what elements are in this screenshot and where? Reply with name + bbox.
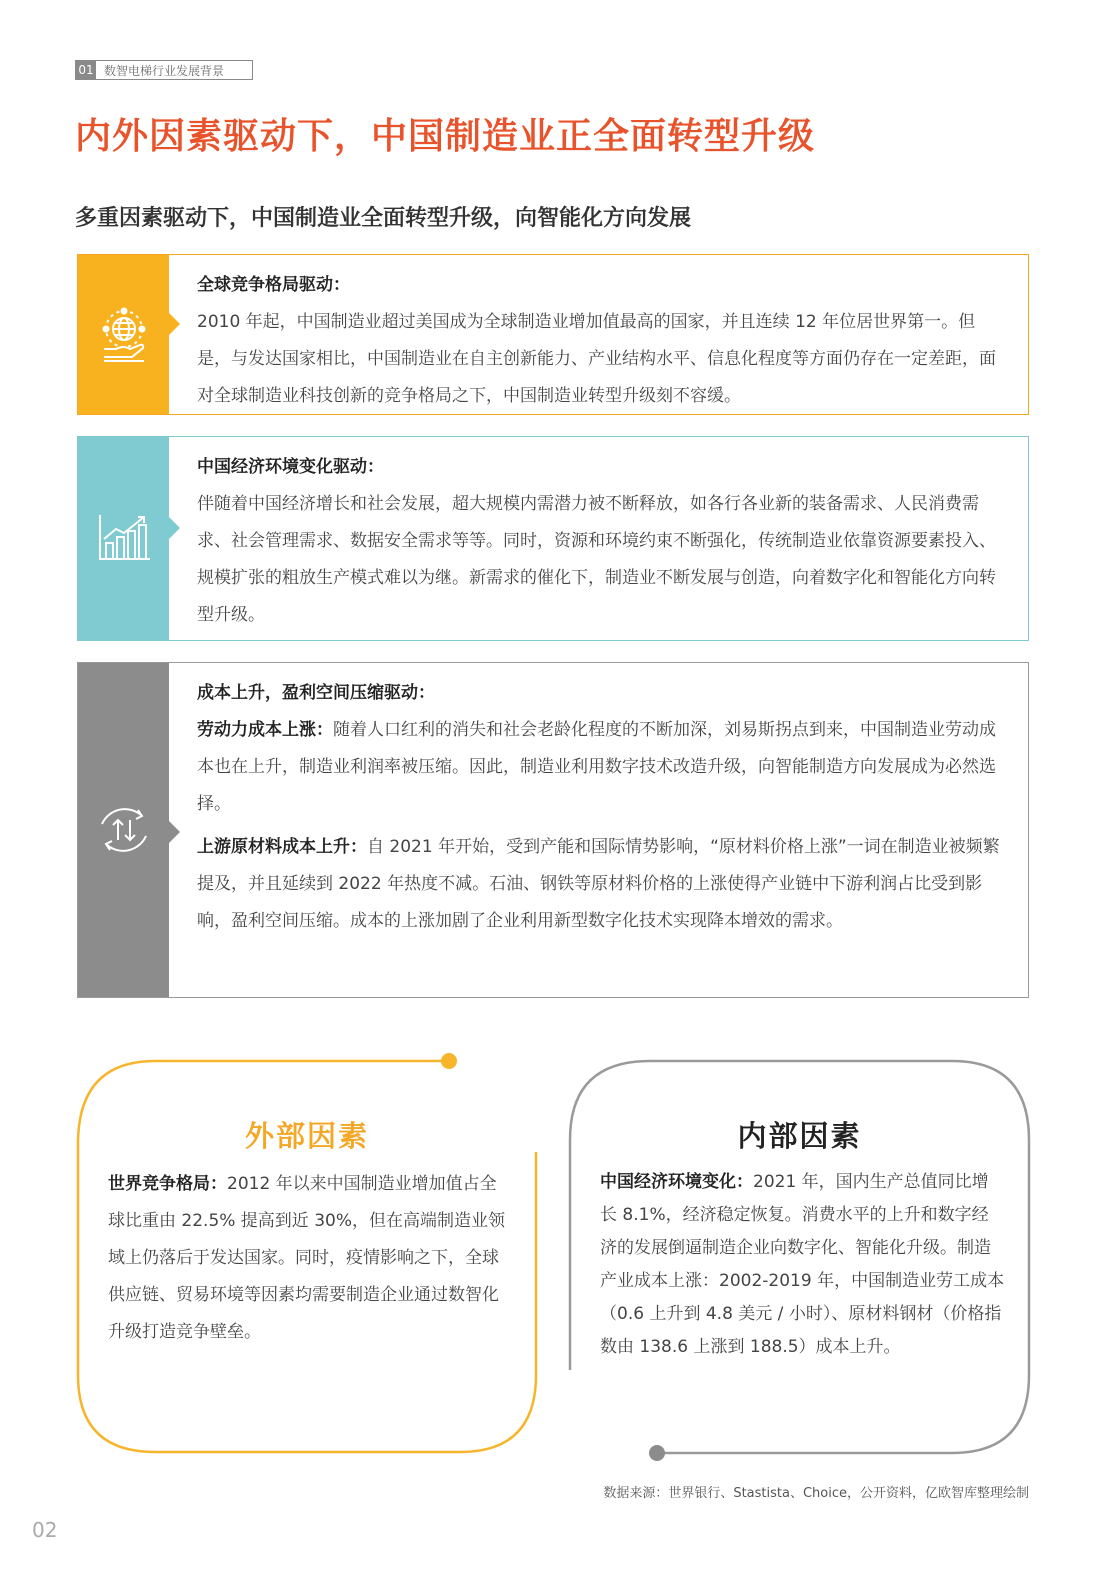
external-frame-dot <box>441 1053 457 1069</box>
card-heading: 全球竞争格局驱动： <box>197 275 350 295</box>
growth-chart-icon <box>94 511 154 567</box>
card-cost-rise <box>77 662 1029 998</box>
card-text: 2010 年起，中国制造业超过美国成为全球制造业增加值最高的国家，并且连续 12 年位居世界第一。但是，与发达国家相比，中国制造业在自主创新能力、产业结构水平、信息化程度等方面仍存在一定差距，面对全球制造业科技创新的竞争格局之下，中国制造业转型升级刻不容缓。 <box>197 312 996 406</box>
page-subtitle: 多重因素驱动下，中国制造业全面转型升级，向智能化方向发展 <box>75 206 692 231</box>
card-heading: 成本上升，盈利空间压缩驱动： <box>197 683 435 703</box>
section-label: 数智电梯行业发展背景 <box>104 63 225 78</box>
up-down-arrows-icon <box>94 800 154 860</box>
card-icon-panel <box>78 663 169 997</box>
card-global-competition <box>77 254 1029 415</box>
card-body <box>197 449 1008 634</box>
material-cost-text: 自 2021 年开始，受到产能和国际情势影响，“原材料价格上涨”一词在制造业被频繁提及，并且延续到 2022 年热度不减。石油、钢铁等原材料价格的上涨使得产业链中下游利润占比受到影响，盈利空间压缩。成本的上涨加剧了企业利用新型数字化技术实现降本增效的需求。 <box>197 837 1000 931</box>
card-icon-panel <box>78 255 169 414</box>
external-label: 世界竞争格局： <box>108 1174 227 1194</box>
internal-body: 2021 年，国内生产总值同比增长 8.1%，经济稳定恢复。消费水平的上升和数字经济的发展倒逼制造企业向数字化、智能化升级。制造产业成本上涨：2002-2019 年，中国制造业劳工成本（0.6 上升到 4.8 美元 / 小时）、原材料钢材（价格指数由 138.6 上涨到 188.5）成本上升。 <box>600 1172 1005 1357</box>
internal-label: 中国经济环境变化： <box>600 1172 753 1192</box>
card-icon-panel <box>78 437 169 640</box>
card-body <box>197 675 1008 940</box>
data-source: 数据来源：世界银行、Stastista、Choice，公开资料，亿欧智库整理绘制 <box>603 1486 1029 1501</box>
globe-hand-icon <box>94 305 154 365</box>
internal-factors-text <box>600 1166 1005 1364</box>
section-number: 01 <box>76 61 96 79</box>
card-paragraph-materials <box>197 829 1008 940</box>
external-factors-text <box>108 1166 513 1351</box>
card-economy-change <box>77 436 1029 641</box>
labor-cost-label: 劳动力成本上涨： <box>197 720 333 740</box>
material-cost-label: 上游原材料成本上升： <box>197 837 367 857</box>
card-paragraph-labor <box>197 712 1008 823</box>
section-tag <box>75 60 253 80</box>
internal-frame-dot <box>649 1445 665 1461</box>
page-number: 02 <box>32 1518 58 1542</box>
card-body <box>197 267 1008 415</box>
internal-factors-title: 内部因素 <box>737 1119 862 1153</box>
card-heading: 中国经济环境变化驱动： <box>197 457 384 477</box>
external-factors-title: 外部因素 <box>244 1119 369 1153</box>
external-body: 2012 年以来中国制造业增加值占全球比重由 22.5% 提高到近 30%，但在高端制造业领域上仍落后于发达国家。同时，疫情影响之下，全球供应链、贸易环境等因素均需要制造企业通过数智化升级打造竞争壁垒。 <box>108 1174 506 1342</box>
labor-cost-text: 随着人口红利的消失和社会老龄化程度的不断加深，刘易斯拐点到来，中国制造业劳动成本也在上升，制造业利润率被压缩。因此，制造业利用数字技术改造升级，向智能制造方向发展成为必然选择。 <box>197 720 996 814</box>
card-text: 伴随着中国经济增长和社会发展，超大规模内需潜力被不断释放，如各行各业新的装备需求、人民消费需求、社会管理需求、数据安全需求等等。同时，资源和环境约束不断强化，传统制造业依靠资源要素投入、规模扩张的粗放生产模式难以为继。新需求的催化下，制造业不断发展与创造，向着数字化和智能化方向转型升级。 <box>197 494 996 625</box>
page-title: 内外因素驱动下，中国制造业正全面转型升级 <box>75 116 816 157</box>
